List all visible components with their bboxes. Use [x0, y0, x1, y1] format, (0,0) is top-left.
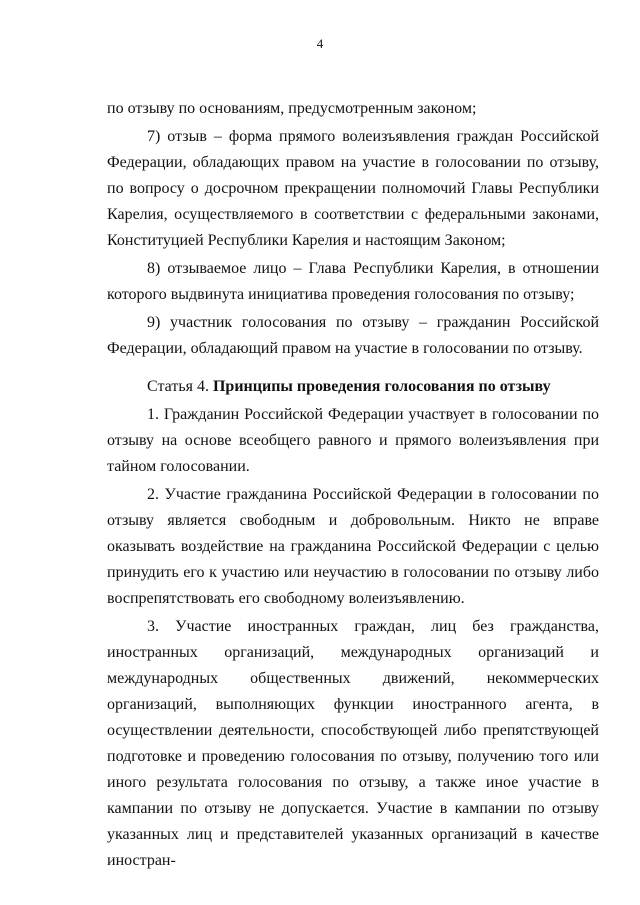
page-number: 4	[316, 36, 324, 51]
paragraph-continuation: по отзыву по основаниям, предусмотренным законом;	[107, 100, 477, 117]
paragraph-item-9: 9) участник голосования по отзыву – гражданин Российской Федерации, обладающий правом на участие в голосовании по отзыву.	[107, 314, 599, 357]
article-heading	[107, 374, 599, 400]
article-number: Статья 4.	[147, 378, 213, 395]
article-title: Принципы проведения голосования по отзыву	[212, 378, 551, 395]
paragraph-item-8: 8) отзываемое лицо – Глава Республики Карелия, в отношении которого выдвинута инициатива проведения голосования по отзыву;	[107, 260, 599, 303]
article-paragraph-2: 2. Участие гражданина Российской Федерации в голосовании по отзыву является свободным и добровольным. Никто не вправе оказывать воздействие на гражданина Российской Федерации с целью принудить его к участию или неучастию в голосовании по отзыву либо воспрепятствовать его свободному волеизъявлению.	[107, 486, 599, 607]
paragraph-item-7: 7) отзыв – форма прямого волеизъявления граждан Российской Федерации, обладающих правом на участие в голосовании по отзыву, по вопросу о досрочном прекращении полномочий Главы Республики Карелия, осуществляемого в соответствии с федеральными законами, Конституцией Республики Карелия и настоящим Законом;	[107, 128, 599, 249]
article-paragraph-3: 3. Участие иностранных граждан, лиц без гражданства, иностранных организаций, международных организаций и международных общественных движений, некоммерческих организаций, выполняющих функции иностранного агента, в осуществлении деятельности, способствующей либо препятствующей подготовке и проведению голосования по отзыву, получению того или иного результата голосования по отзыву, а также иное участие в кампании по отзыву не допускается. Участие в кампании по отзыву указанных лиц и представителей указанных организаций в качестве иностран-	[107, 618, 599, 869]
article-paragraph-1: 1. Гражданин Российской Федерации участвует в голосовании по отзыву на основе всеобщего равного и прямого волеизъявления при тайном голосовании.	[107, 406, 599, 475]
document-body	[107, 96, 599, 876]
